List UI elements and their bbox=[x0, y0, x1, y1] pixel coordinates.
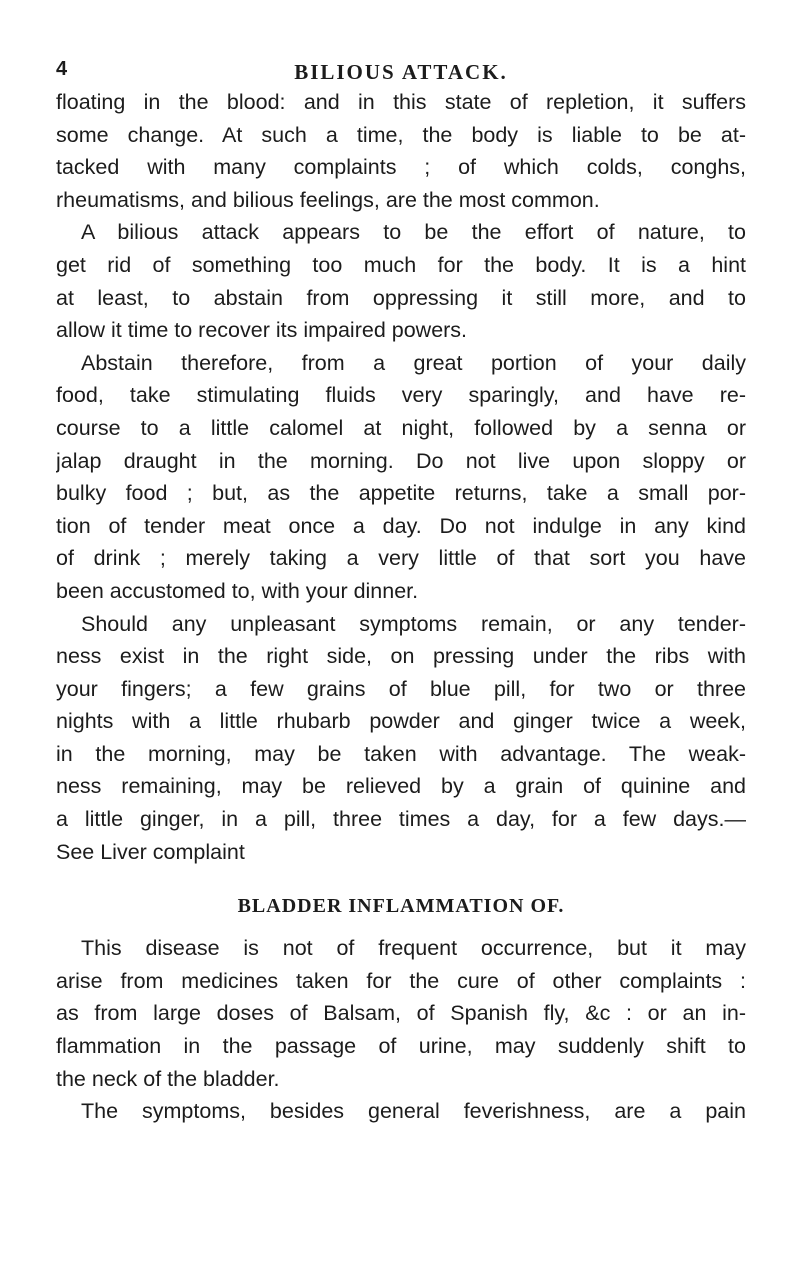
page-body bbox=[56, 86, 746, 1128]
text-line: tion of tender meat once a day. Do not indulge in any kind bbox=[56, 513, 746, 538]
running-head: BILIOUS ATTACK. bbox=[294, 60, 508, 84]
text-line: course to a little calomel at night, followed by a senna or bbox=[56, 415, 746, 440]
text-line: get rid of something too much for the body. It is a hint bbox=[56, 252, 746, 277]
text-line: Abstain therefore, from a great portion of your daily bbox=[81, 350, 746, 375]
text-line: The symptoms, besides general feverishness, are a pain bbox=[81, 1099, 746, 1124]
text-line: food, take stimulating fluids very sparingly, and have re- bbox=[56, 383, 746, 408]
text-line: flammation in the passage of urine, may suddenly shift to bbox=[56, 1034, 746, 1059]
page-number: 4 bbox=[56, 58, 68, 80]
text-line: tacked with many complaints ; of which colds, conghs, bbox=[56, 155, 746, 180]
text-line: been accustomed to, with your dinner. bbox=[56, 578, 419, 603]
text-line: ness exist in the right side, on pressing under the ribs with bbox=[56, 644, 746, 669]
text-line: See Liver complaint bbox=[56, 839, 245, 864]
text-line: a little ginger, in a pill, three times a day, for a few days.— bbox=[56, 807, 746, 832]
text-line: as from large doses of Balsam, of Spanish fly, &c : or an in- bbox=[56, 1001, 746, 1026]
text-line: floating in the blood: and in this state of repletion, it suffers bbox=[56, 90, 746, 114]
text-line: A bilious attack appears to be the effort of nature, to bbox=[81, 220, 746, 245]
text-line: allow it time to recover its impaired powers. bbox=[56, 318, 468, 343]
text-line: your fingers; a few grains of blue pill, for two or three bbox=[56, 676, 746, 701]
text-line: the neck of the bladder. bbox=[56, 1066, 280, 1091]
section-heading: BLADDER INFLAMMATION OF. bbox=[237, 895, 565, 918]
text-line: jalap draught in the morning. Do not live upon sloppy or bbox=[56, 448, 746, 473]
text-line: some change. At such a time, the body is liable to be at- bbox=[56, 122, 746, 147]
text-line: bulky food ; but, as the appetite returns, take a small por- bbox=[56, 481, 746, 506]
bilious-attack-text bbox=[56, 86, 746, 868]
text-line: at least, to abstain from oppressing it still more, and to bbox=[56, 285, 746, 310]
text-line: ness remaining, may be relieved by a grain of quinine and bbox=[56, 774, 746, 799]
bladder-inflammation-text bbox=[56, 932, 746, 1128]
text-line: of drink ; merely taking a very little of that sort you have bbox=[56, 546, 746, 571]
text-line: rheumatisms, and bilious feelings, are the most common. bbox=[56, 187, 600, 212]
text-line: Should any unpleasant symptoms remain, or any tender- bbox=[81, 611, 746, 636]
text-line: arise from medicines taken for the cure of other complaints : bbox=[56, 968, 746, 993]
text-line: in the morning, may be taken with advantage. The weak- bbox=[56, 741, 746, 766]
text-line: nights with a little rhubarb powder and ginger twice a week, bbox=[56, 709, 746, 734]
text-line: This disease is not of frequent occurrence, but it may bbox=[81, 936, 746, 961]
